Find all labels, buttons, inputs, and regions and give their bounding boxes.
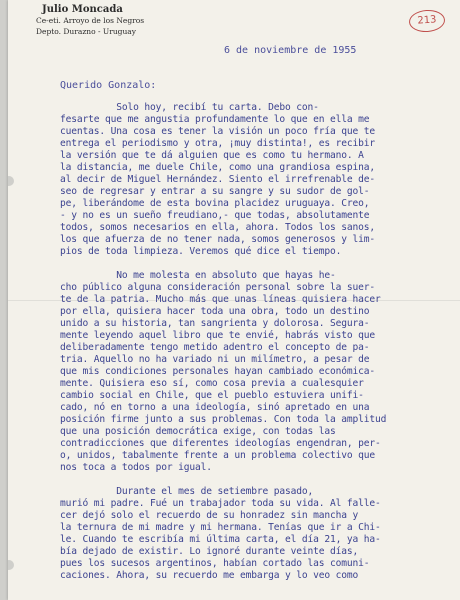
letter-line: cho público alguna consideración personal sobre la suer-: [60, 282, 376, 293]
letter-line: cado, nó en torno a una ideología, sinó apretado en una: [60, 402, 370, 413]
sender-address: Ce-eti. Arroyo de los Negros: [36, 16, 145, 25]
letter-body: [60, 102, 460, 582]
letter-line: pues los sucesos argentinos, habían cortado las comuni-: [60, 558, 370, 569]
letter-line: No me molesta en absoluto que hayas he-: [60, 270, 336, 281]
letter-line: murió mi padre. Fué un trabajador toda su vida. Al falle-: [60, 498, 381, 509]
letter-line: la ternura de mi madre y mi hermana. Tenías que ir a Chi-: [60, 522, 381, 533]
paragraph-gap: [60, 258, 460, 270]
letter-line: la versión que te dá alguien que es como tu hermano. A: [60, 150, 364, 161]
letter-line: - y no es un sueño freudiano,- que todas, absolutamente: [60, 210, 370, 221]
letter-line: cambio social en Chile, que el pueblo estuviera unifi-: [60, 390, 364, 401]
letter-line: los que afuerza de no tener nada, somos generosos y lim-: [60, 234, 376, 245]
sender-location: Depto. Durazno - Uruguay: [36, 27, 136, 36]
letterhead: [36, 4, 144, 37]
sender-name: Julio Moncada: [42, 4, 123, 15]
letter-line: al decir de Miguel Hernández. Siento el irrefrenable de-: [60, 174, 376, 185]
letter-line: entrega el periodismo y otra, ¡muy distinta!, es recibir: [60, 138, 376, 149]
letter-line: por ella, quisiera hacer toda una obra, todo un destino: [60, 306, 370, 317]
letter-page: [8, 0, 460, 600]
paragraph-gap: [60, 474, 460, 486]
letter-line: fesarte que me angustia profundamente lo que en ella me: [60, 114, 370, 125]
letter-line: tria. Aquello no ha variado ni un milímetro, a pesar de: [60, 354, 370, 365]
letter-line: posición firme junto a sus problemas. Con toda la amplitud: [60, 414, 387, 425]
letter-line: pe, liberándome de esta bovina placidez uruguaya. Creo,: [60, 198, 370, 209]
letter-line: bía dejado de existir. Lo ignoré durante veinte días,: [60, 546, 359, 557]
letter-line: mente leyendo aquel libro que te envié, habrás visto que: [60, 330, 376, 341]
letter-line: o, unidos, tabalmente frente a un problema colectivo que: [60, 450, 376, 461]
letter-line: deliberadamente tengo metido adentro el concepto de pa-: [60, 342, 370, 353]
letter-line: seo de regresar y entrar a su sangre y su sudor de gol-: [60, 186, 370, 197]
archive-number-stamp: 213: [408, 9, 445, 33]
salutation: Querido Gonzalo:: [60, 80, 157, 91]
letter-line: que una posición democrática exige, con todas las: [60, 426, 336, 437]
letter-line: cuentas. Una cosa es tener la visión un poco fría que te: [60, 126, 376, 137]
letter-line: cer dejó solo el recuerdo de su honradez sin mancha y: [60, 510, 359, 521]
letter-line: pios de toda limpieza. Veremos qué dice el tiempo.: [60, 246, 342, 257]
letter-line: Solo hoy, recibí tu carta. Debo con-: [60, 102, 319, 113]
letter-line: que mis condiciones personales hayan cambiado económica-: [60, 366, 376, 377]
letter-line: nos toca a todos por igual.: [60, 462, 212, 473]
punch-hole: [8, 176, 14, 186]
letter-line: mente. Quisiera eso sí, como cosa previa a cualesquier: [60, 378, 364, 389]
letter-line: todos, somos necesarios en ella, ahora. Todos los sanos,: [60, 222, 376, 233]
letter-line: le. Cuando te escribía mi última carta, el día 21, ya ha-: [60, 534, 381, 545]
letter-line: la distancia, me duele Chile, como una grandiosa espina,: [60, 162, 376, 173]
letter-line: unido a su historia, tan sangrienta y dolorosa. Segura-: [60, 318, 370, 329]
letter-line: contradicciones que diferentes ideologías engendran, per-: [60, 438, 381, 449]
letter-date: 6 de noviembre de 1955: [224, 45, 357, 56]
letter-line: Durante el mes de setiembre pasado,: [60, 486, 314, 497]
letter-line: te de la patria. Mucho más que unas líneas quisiera hacer: [60, 294, 381, 305]
punch-hole: [8, 560, 14, 570]
letter-line: caciones. Ahora, su recuerdo me embarga y lo veo como: [60, 570, 359, 581]
